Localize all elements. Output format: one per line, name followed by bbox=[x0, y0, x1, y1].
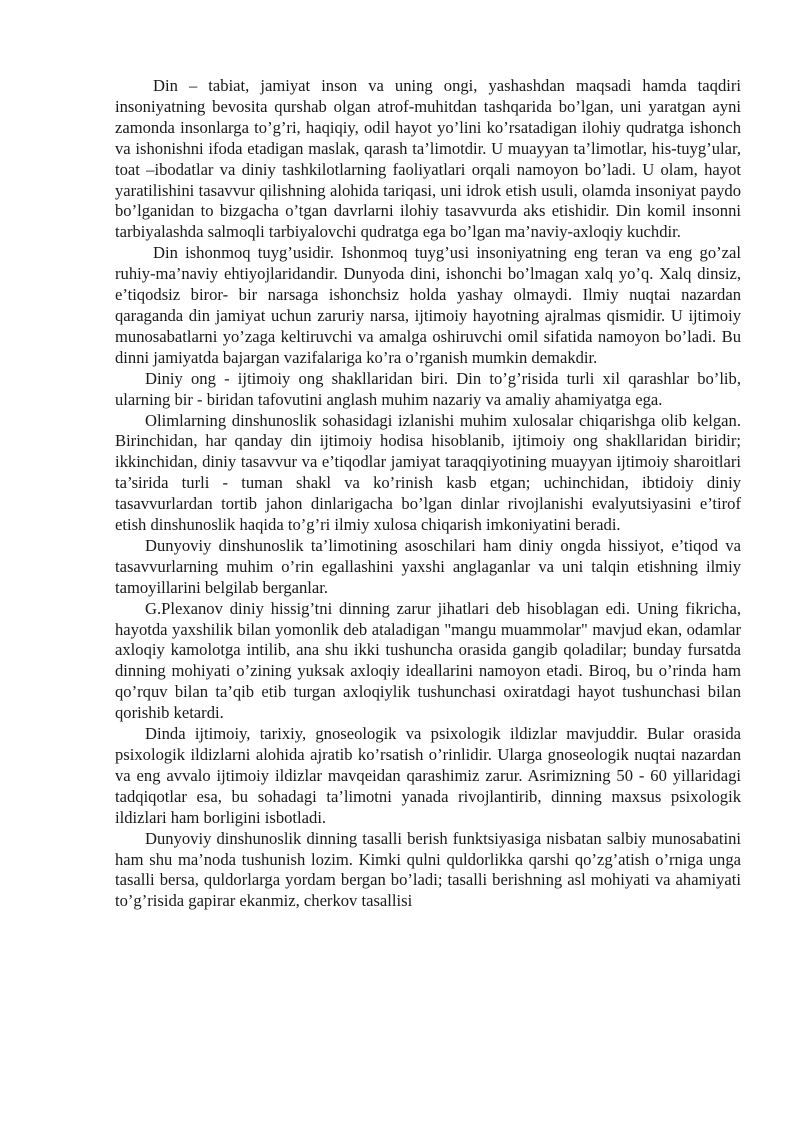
paragraph-olimlar-izlanishi: Olimlarning dinshunoslik sohasidagi izlanishi muhim xulosalar chiqarishga olib kelgan. Birinchidan, har qanday din ijtimoiy hodisa hisoblanib, ijtimoiy ong shakllaridan biridir; ikkinchidan, diniy tasavvur va e’tiqodlar jamiyat taraqqiyotining muayyan ijtimoiy sharoitlari ta’sirida turli - tuman shakl va ko’rinish kasb etgan; uchinchidan, ibtidoiy diniy tasavvurlardan tortib jahon dinlarigacha bo’lgan dinlar rivojlanishi evalyutsiyasini e’tirof etish dinshunoslik haqida to’g’ri ilmiy xulosa chiqarish imkoniyatini beradi. bbox=[115, 410, 741, 535]
paragraph-din-definition: Din – tabiat, jamiyat inson va uning ongi, yashashdan maqsadi hamda taqdiri insoniyatning bevosita qurshab olgan atrof-muhitdan tashqarida bo’lgan, uni yaratgan ayni zamonda insonlarga to’g’ri, haqiqiy, odil hayot yo’lini ko’rsatadigan ilohiy qudratga ishonch va ishonishni ifoda etadigan maslak, qarash ta’limotdir. U muayyan ta’limotlar, his-tuyg’ular, toat –ibodatlar va diniy tashkilotlarning faoliyatlari orqali namoyon bo’ladi. U olam, hayot yaratilishini tasavvur qilishning alohida tariqasi, uni idrok etish usuli, olamda insoniyat paydo bo’lganidan to bizgacha o’tgan davrlarni ilohiy tasavvurda aks etishidir. Din komil insonni tarbiyalashda salmoqli tarbiyalovchi qudratga ega bo’lgan ma’naviy-axloqiy kuchdir. bbox=[115, 76, 741, 242]
document-page bbox=[115, 76, 741, 912]
paragraph-diniy-ong: Diniy ong - ijtimoiy ong shakllaridan biri. Din to’g’risida turli xil qarashlar bo’lib, ularning bir - biridan tafovutini anglash muhim nazariy va amaliy ahamiyatga ega. bbox=[115, 368, 741, 409]
paragraph-plexanov: G.Plexanov diniy hissig’tni dinning zarur jihatlari deb hisoblagan edi. Uning fikricha, hayotda yaxshilik bilan yomonlik deb ataladigan "mangu muammolar" mavjud ekan, odamlar axloqiy kamolotga intilib, ana shu ikki tushuncha orasida gangib qoladilar; bunday fursatda dinning mohiyati o’zining yuksak axloqiy ideallarini namoyon etadi. Biroq, bu o’rinda ham qo’rquv bilan ta’qib etib turgan axloqiylik tushunchasi oxiratdagi hayot tushunchasi bilan qorishib ketardi. bbox=[115, 598, 741, 723]
paragraph-dunyoviy-dinshunoslik: Dunyoviy dinshunoslik ta’limotining asoschilari ham diniy ongda hissiyot, e’tiqod va tasavvurlarning muhim o’rin egallashini yaxshi anglaganlar va uni talqin etishning ilmiy tamoyillarini belgilab berganlar. bbox=[115, 535, 741, 597]
paragraph-tasalli-funktsiyasi: Dunyoviy dinshunoslik dinning tasalli berish funktsiyasiga nisbatan salbiy munosabatini ham shu ma’noda tushunish lozim. Kimki qulni quldorlikka qarshi qo’zg’atish o’rniga unga tasalli bersa, quldorlarga yordam bergan bo’ladi; tasalli berishning asl mohiyati va ahamiyati to’g’risida gapirar ekanmiz, cherkov tasallisi bbox=[115, 828, 741, 911]
paragraph-ildizlar: Dinda ijtimoiy, tarixiy, gnoseologik va psixologik ildizlar mavjuddir. Bular orasida psixologik ildizlarni alohida ajratib ko’rsatish o’rinlidir. Ularga gnoseologik nuqtai nazardan va eng avvalo ijtimoiy ildizlar mavqeidan qarashimiz zarur. Asrimizning 50 - 60 yillaridagi tadqiqotlar esa, bu sohadagi ta’limotni yanada rivojlantirib, dinning maxsus psixologik ildizlari ham borligini isbotladi. bbox=[115, 724, 741, 827]
paragraph-ishonmoq-tuygusi: Din ishonmoq tuyg’usidir. Ishonmoq tuyg’usi insoniyatning eng teran va eng go’zal ruhiy-ma’naviy ehtiyojlaridandir. Dunyoda dini, ishonchi bo’lmagan xalq yo’q. Xalq dinsiz, e’tiqodsiz biror- bir narsaga ishonchsiz holda yashay olmaydi. Ilmiy nuqtai nazardan qaraganda din jamiyat uchun zaruriy narsa, ijtimoiy hayotning ajralmas qismidir. U ijtimoiy munosabatlarni yo’zaga keltiruvchi va amalga oshiruvchi omil sifatida namoyon bo’ladi. Bu dinni jamiyatda bajargan vazifalariga ko’ra o’rganish mumkin demakdir. bbox=[115, 243, 741, 367]
